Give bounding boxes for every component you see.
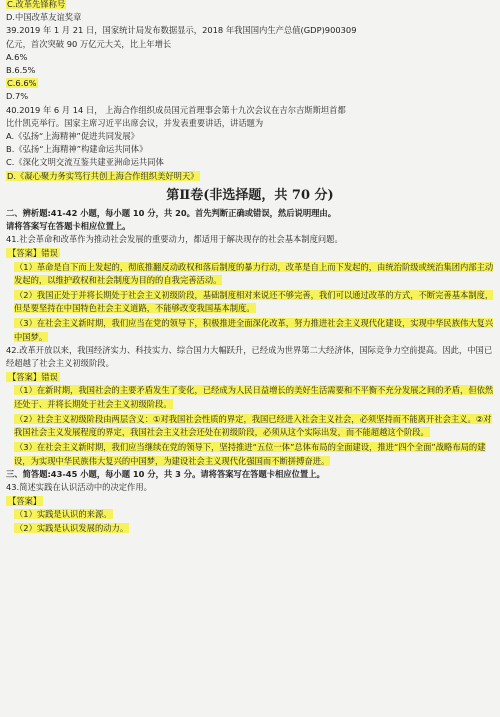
q41-answer-p3: （3）在社会主义新时期，我们应当在党的领导下，积极推进全面深化改革，努力推进社会主义现代化建设，实现中华民族伟大复兴中国梦。 (14, 318, 494, 342)
q42-answer-p2: （2）社会主义初级阶段由两层含义：①对我国社会性质的界定，我国已经进入社会主义社会，必须坚持而不能离开社会主义。②对我国社会主义发展程度的界定，我国社会主义社会还处在初级阶段，必须从这个实际出发，而不能超越这个阶段。 (14, 413, 492, 438)
q40-stem-line1: 40.2019 年 6 月 14 日， 上海合作组织成员国元首理事会第十九次会议在吉尔吉斯斯坦首都 (6, 104, 346, 115)
q41-stem: 41.社会革命和改革作为推动社会发展的重要动力，都适用于解决现存的社会基本制度问题。 (6, 234, 343, 245)
q42-stem: 42.改革开放以来，我国经济实力、科技实力、综合国力大幅跃升，已经成为世界第二大经济体，国际竞争力空前提高。因此，中国已经超越了社会主义初级阶段。 (6, 344, 493, 369)
q39-option-c: C.6.6% (7, 78, 37, 89)
part2-header: 二、辨析题:41-42 小题，每小题 10 分，共 20。首先判断正确或错误，然后说明理由。 (6, 207, 337, 218)
q43-answer-p1: （1）实践是认识的来源。 (15, 509, 112, 520)
q40-stem-line2: 比什凯克举行。国家主席习近平出席会议，并发表重要讲话，讲话题为 (6, 117, 264, 128)
q39-option-a: A.6% (6, 51, 28, 62)
q39-option-b: B.6.5% (6, 65, 36, 76)
q42-answer-p3: （3）在社会主义新时期，我们应当继续在党的领导下，坚持推进“五位一体”总体布局的全面建设，推进“四个全面”战略布局的建设，为实现中华民族伟大复兴的中国梦，为建设社会主义现代化强国而不断拼搏奋进。 (14, 442, 486, 466)
q39-stem-line2: 亿元，首次突破 90 万亿元大关，比上年增长 (6, 38, 172, 49)
q42-answer-p1: （1）在新时期，我国社会的主要矛盾发生了变化，已经成为人民日益增长的美好生活需要和不平衡不充分发展之间的矛盾，但依然还处于、并将长期处于社会主义初级阶段。 (14, 385, 494, 409)
part2-note: 请将答案写在答题卡相应位置上。 (6, 221, 131, 232)
q40-option-a: A.《弘扬“上海精神”促进共同发展》 (6, 131, 139, 142)
q41-answer-tag: 【答案】错误 (8, 248, 58, 259)
q43-answer-tag: 【答案】 (8, 496, 42, 507)
q38-option-d: D.中国改革友谊奖章 (6, 12, 82, 23)
q40-option-b: B.《弘扬“上海精神”构建命运共同体》 (6, 144, 148, 155)
q39-stem-line1: 39.2019 年 1 月 21 日，国家统计局发布数据显示，2018 年我国国内生产总值(GDP)900309 (6, 25, 357, 36)
q43-stem: 43.简述实践在认识活动中的决定作用。 (6, 481, 152, 492)
q43-answer-p2: （2）实践是认识发展的动力。 (15, 522, 129, 533)
q41-answer-p1: （1）革命是自下而上发起的，彻底推翻反动政权和落后制度的暴力行动，改革是自上而下发起的，由统治阶级或统治集团内部主动发起的，以维护政权和社会制度为目的的自我完善活动。 (14, 261, 494, 285)
section3-header: 三、简答题:43-45 小题，每小题 10 分，共 3 分。请将答案写在答题卡相应位置上。 (6, 468, 325, 479)
section2-title: 第Ⅱ卷(非选择题，共 70 分) (166, 187, 334, 203)
q41-answer-p2: （2）我国正处于并将长期处于社会主义初级阶段，基础制度相对来说还不够完善，我们可以通过改革的方式，不断完善基本制度，但是要坚持在中国特色社会主义道路，不能够改变我国基本制度。 (14, 290, 494, 314)
q40-option-d: D.《凝心聚力务实笃行共创上海合作组织美好明天》 (7, 170, 199, 181)
q40-option-c: C.《深化文明交流互鉴共建亚洲命运共同体 (6, 157, 164, 168)
q39-option-d: D.7% (6, 91, 29, 102)
q42-answer-tag: 【答案】错误 (8, 372, 58, 383)
q38-option-c: C.改革先锋称号 (7, 0, 66, 9)
